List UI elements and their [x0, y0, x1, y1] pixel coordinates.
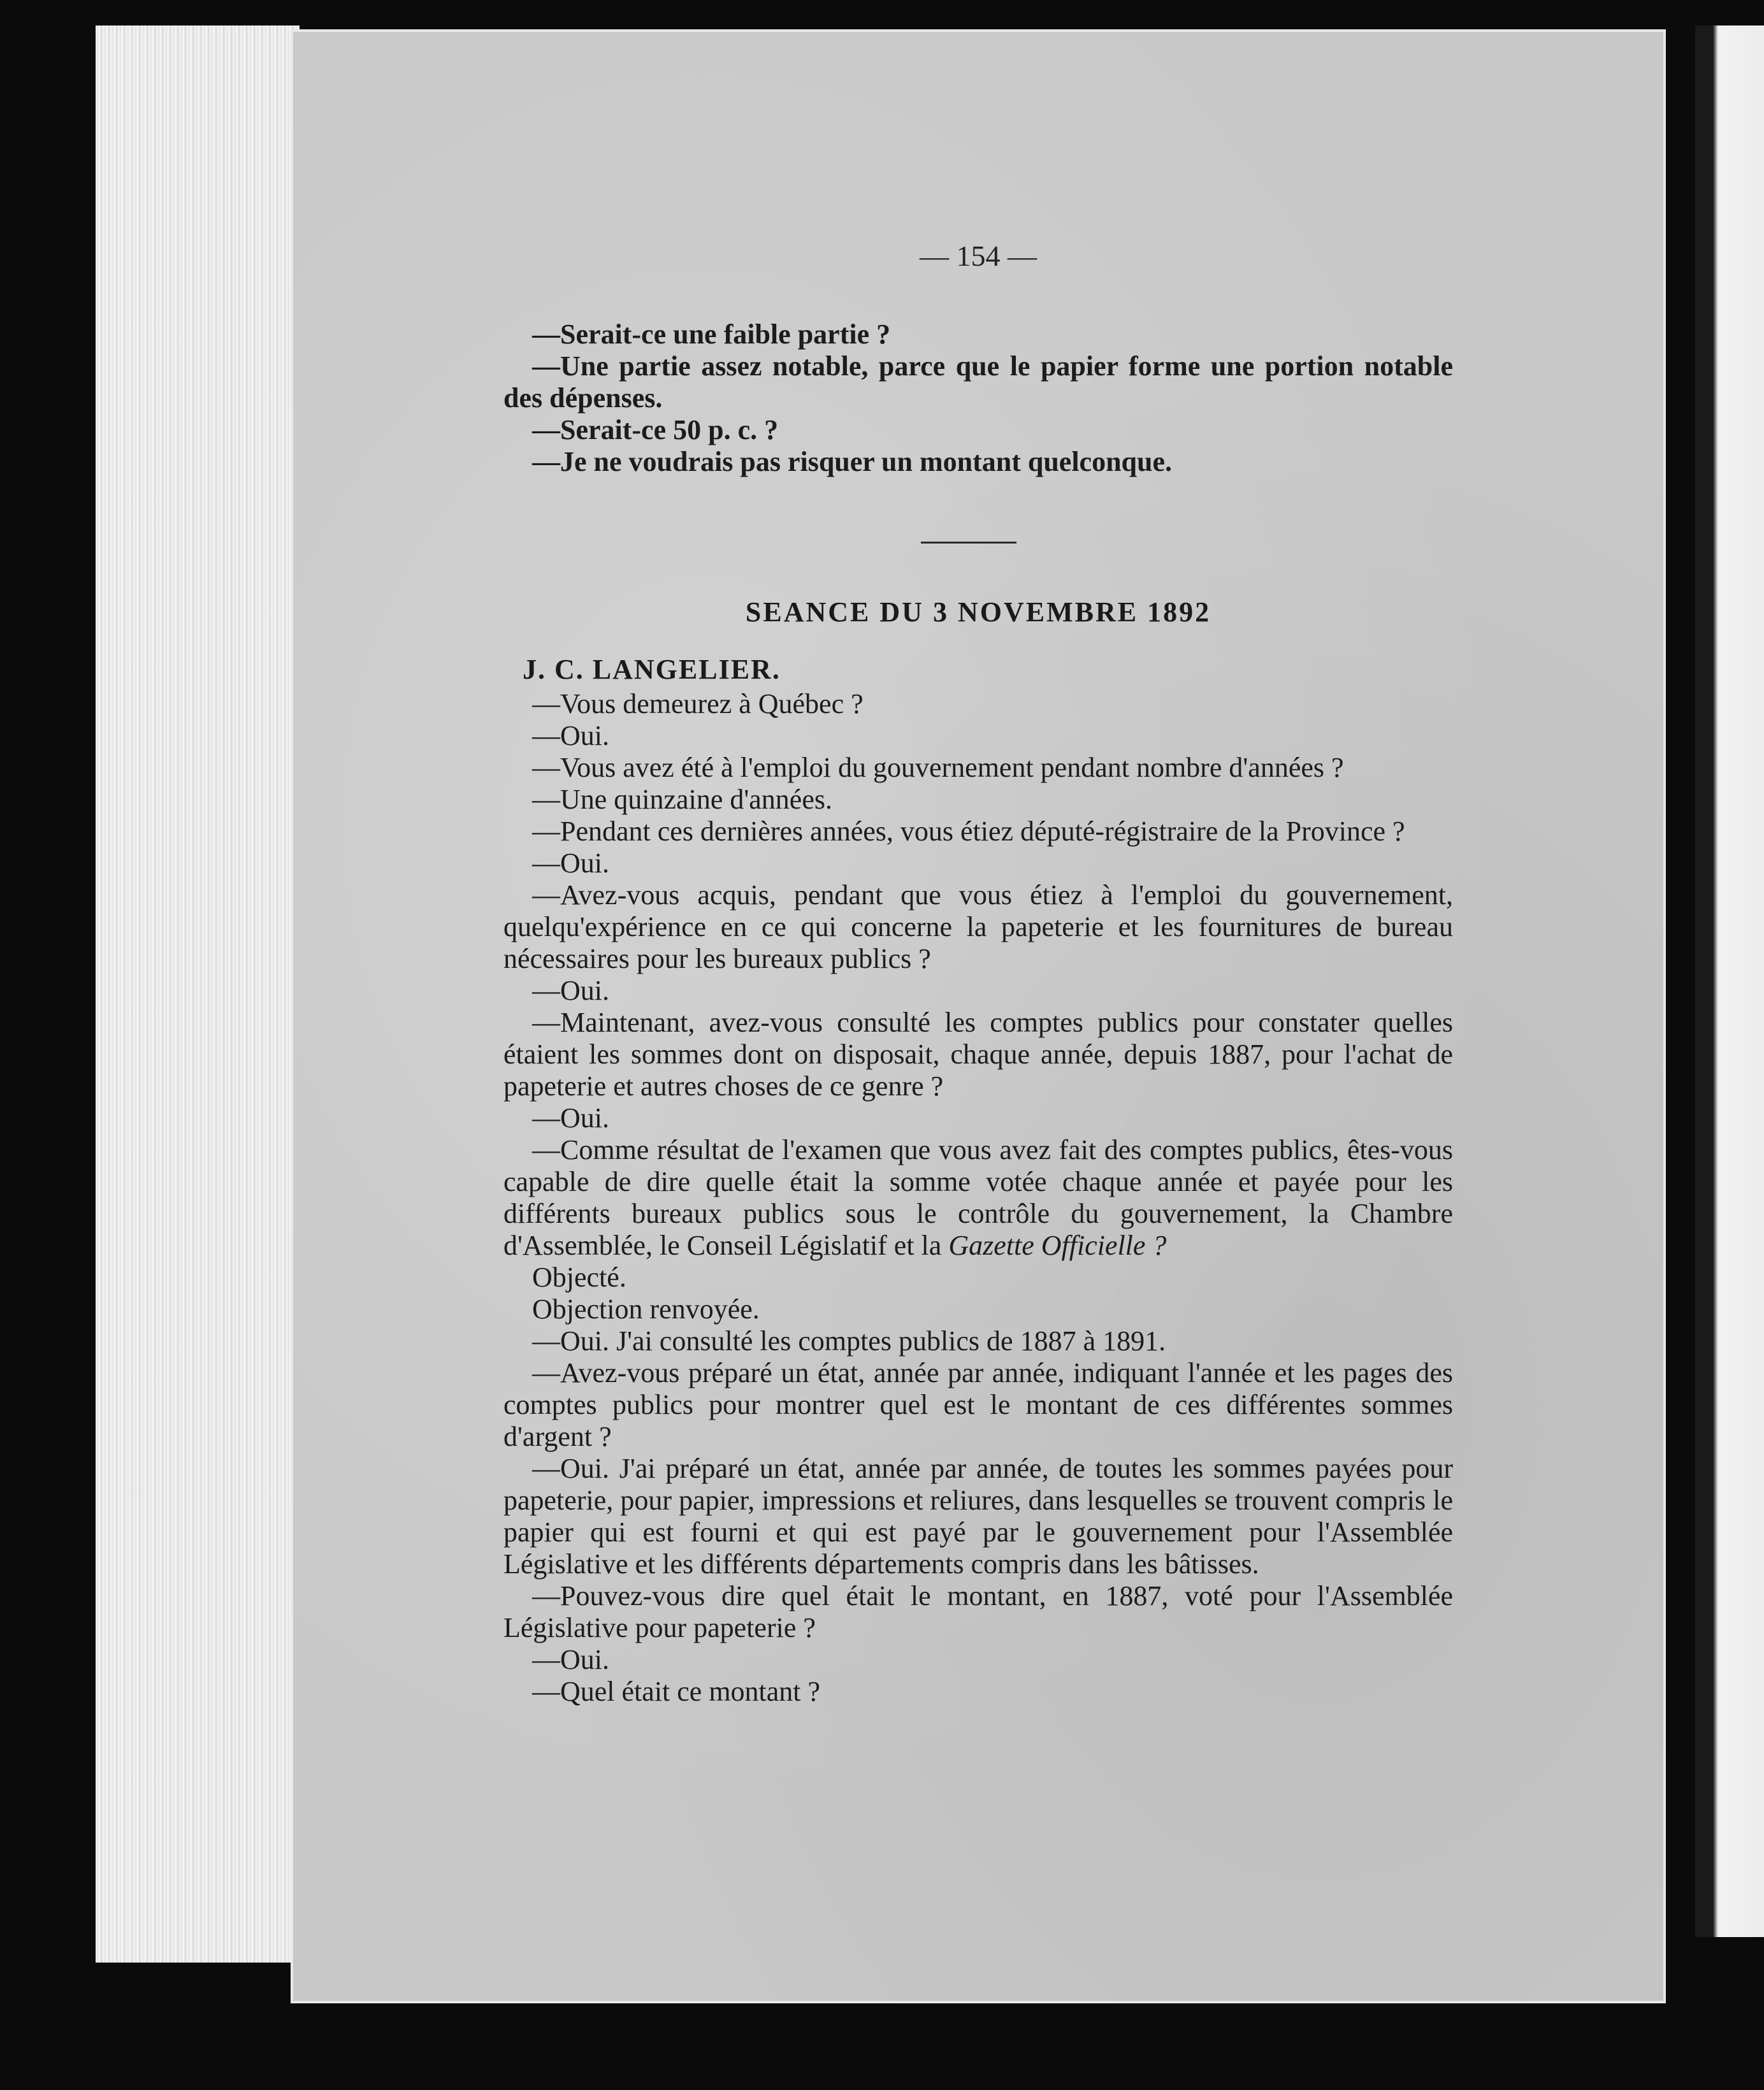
main-text-block [503, 688, 1453, 1708]
paragraph: —Serait-ce 50 p. c. ? [532, 414, 779, 445]
paragraph: —Oui. [532, 720, 609, 751]
paragraph: —Je ne voudrais pas risquer un montant quelconque. [532, 446, 1173, 477]
session-heading: SEANCE DU 3 NOVEMBRE 1892 [745, 596, 1211, 628]
paragraph: —Oui. J'ai consulté les comptes publics de 1887 à 1891. [532, 1325, 1166, 1357]
facing-page-edge [1695, 25, 1764, 1937]
document-page [293, 32, 1663, 2001]
speaker-name: J. C. LANGELIER. [523, 654, 781, 685]
paragraph: —Oui. [532, 1102, 609, 1134]
paragraph: —Une partie assez notable, parce que le papier forme une portion notable des dépenses. [503, 350, 1453, 414]
page-number: — 154 — [920, 240, 1037, 272]
objection-note: Objecté. [532, 1262, 626, 1293]
paragraph: —Oui. J'ai préparé un état, année par année, de toutes les sommes payées pour papeterie, pour papier, impressions et reliures, dans lesquelles se trouvent compris le papier qui est fourni et qui est payé par le gouvernement pour l'Assemblée Législative et les différents départements compris dans les bâtisses. [503, 1453, 1453, 1580]
paragraph: —Maintenant, avez-vous consulté les comptes publics pour constater quelles étaient les sommes dont on disposait, chaque année, depuis 1887, pour l'achat de papeterie et autres choses de ce genre ? [503, 1007, 1453, 1102]
paragraph: —Pouvez-vous dire quel était le montant, en 1887, voté pour l'Assemblée Législative pour papeterie ? [503, 1580, 1453, 1643]
paragraph: —Quel était ce montant ? [532, 1676, 821, 1707]
paragraph: —Avez-vous préparé un état, année par année, indiquant l'année et les pages des comptes publics pour montrer quel est le montant de ces différentes sommes d'argent ? [503, 1357, 1453, 1452]
paragraph: —Oui. [532, 847, 609, 879]
paragraph: —Vous demeurez à Québec ? [532, 688, 864, 719]
paragraph: —Une quinzaine d'années. [532, 784, 832, 815]
objection-ruling: Objection renvoyée. [532, 1294, 760, 1325]
paragraph: —Pendant ces dernières années, vous étiez député-régistraire de la Province ? [532, 816, 1405, 847]
paragraph: —Serait-ce une faible partie ? [532, 319, 891, 350]
book-page-edges [96, 25, 300, 1963]
section-divider [921, 542, 1016, 544]
top-text-block [503, 319, 1453, 478]
paragraph: —Vous avez été à l'emploi du gouvernement pendant nombre d'années ? [532, 752, 1344, 783]
paragraph: —Oui. [532, 975, 609, 1006]
paragraph: —Avez-vous acquis, pendant que vous étiez à l'emploi du gouvernement, quelqu'expérience en ce qui concerne la papeterie et les fournitures de bureau nécessaires pour les bureaux publics ? [503, 879, 1453, 974]
paragraph [503, 1134, 1453, 1262]
gazette-title: Gazette Officielle ? [948, 1230, 1167, 1261]
paragraph-text: —Comme résultat de l'examen que vous avez fait des comptes publics, êtes-vous capable de dire quelle était la somme votée chaque année et payée pour les différents bureaux publics sous le contrôle du gouvernement, la Chambre d'Assemblée, le Conseil Législatif et la [503, 1134, 1453, 1261]
paragraph: —Oui. [532, 1644, 609, 1675]
